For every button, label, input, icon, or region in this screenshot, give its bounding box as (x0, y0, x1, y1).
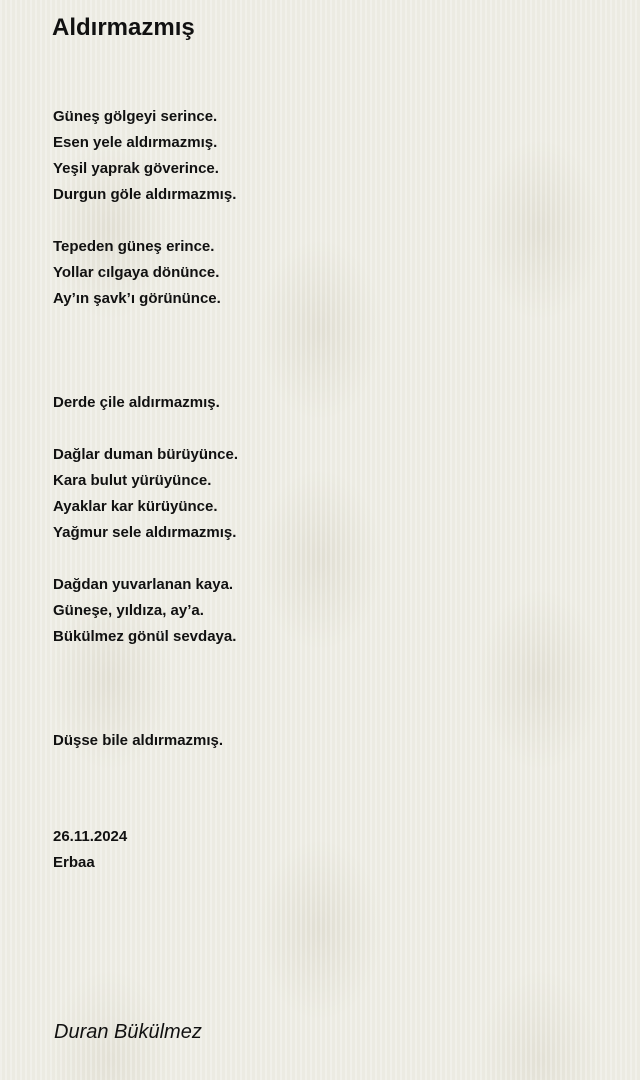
poem-line: Ay’ın şavk’ı görününce. (53, 290, 221, 307)
poem-line: Güneşe, yıldıza, ay’a. (53, 602, 204, 619)
poem-line: Düşse bile aldırmazmış. (53, 732, 224, 749)
poem-body (53, 104, 613, 754)
poem-place: Erbaa (53, 854, 95, 871)
poem-line: Yağmur sele aldırmazmış. (53, 524, 237, 541)
poem-date: 26.11.2024 (53, 828, 128, 845)
poem-line: Tepeden güneş erince. (53, 238, 215, 255)
poem-line: Ayaklar kar kürüyünce. (53, 498, 218, 515)
poem-line: Dağdan yuvarlanan kaya. (53, 576, 234, 593)
poem-title: Aldırmazmış (52, 14, 195, 41)
stanza-6 (53, 728, 613, 754)
stanza-gap (53, 208, 613, 234)
author-name: Duran Bükülmez (54, 1021, 202, 1043)
stanza-gap (53, 650, 613, 728)
stanza-5 (53, 572, 613, 650)
stanza-gap (53, 312, 613, 390)
poem-line: Derde çile aldırmazmış. (53, 394, 220, 411)
stanza-3 (53, 390, 613, 416)
poem-line: Kara bulut yürüyünce. (53, 472, 212, 489)
poem-line: Yeşil yaprak göverince. (53, 160, 219, 177)
stanza-gap (53, 546, 613, 572)
stanza-gap (53, 416, 613, 442)
poem-line: Güneş gölgeyi serince. (53, 108, 218, 125)
poem-meta (53, 824, 127, 876)
poem-line: Dağlar duman bürüyünce. (53, 446, 239, 463)
poem-line: Yollar cılgaya dönünce. (53, 264, 220, 281)
stanza-1 (53, 104, 613, 208)
poem-line: Durgun göle aldırmazmış. (53, 186, 237, 203)
poem-line: Esen yele aldırmazmış. (53, 134, 218, 151)
stanza-4 (53, 442, 613, 546)
stanza-2 (53, 234, 613, 312)
poem-line: Bükülmez gönül sevdaya. (53, 628, 237, 645)
